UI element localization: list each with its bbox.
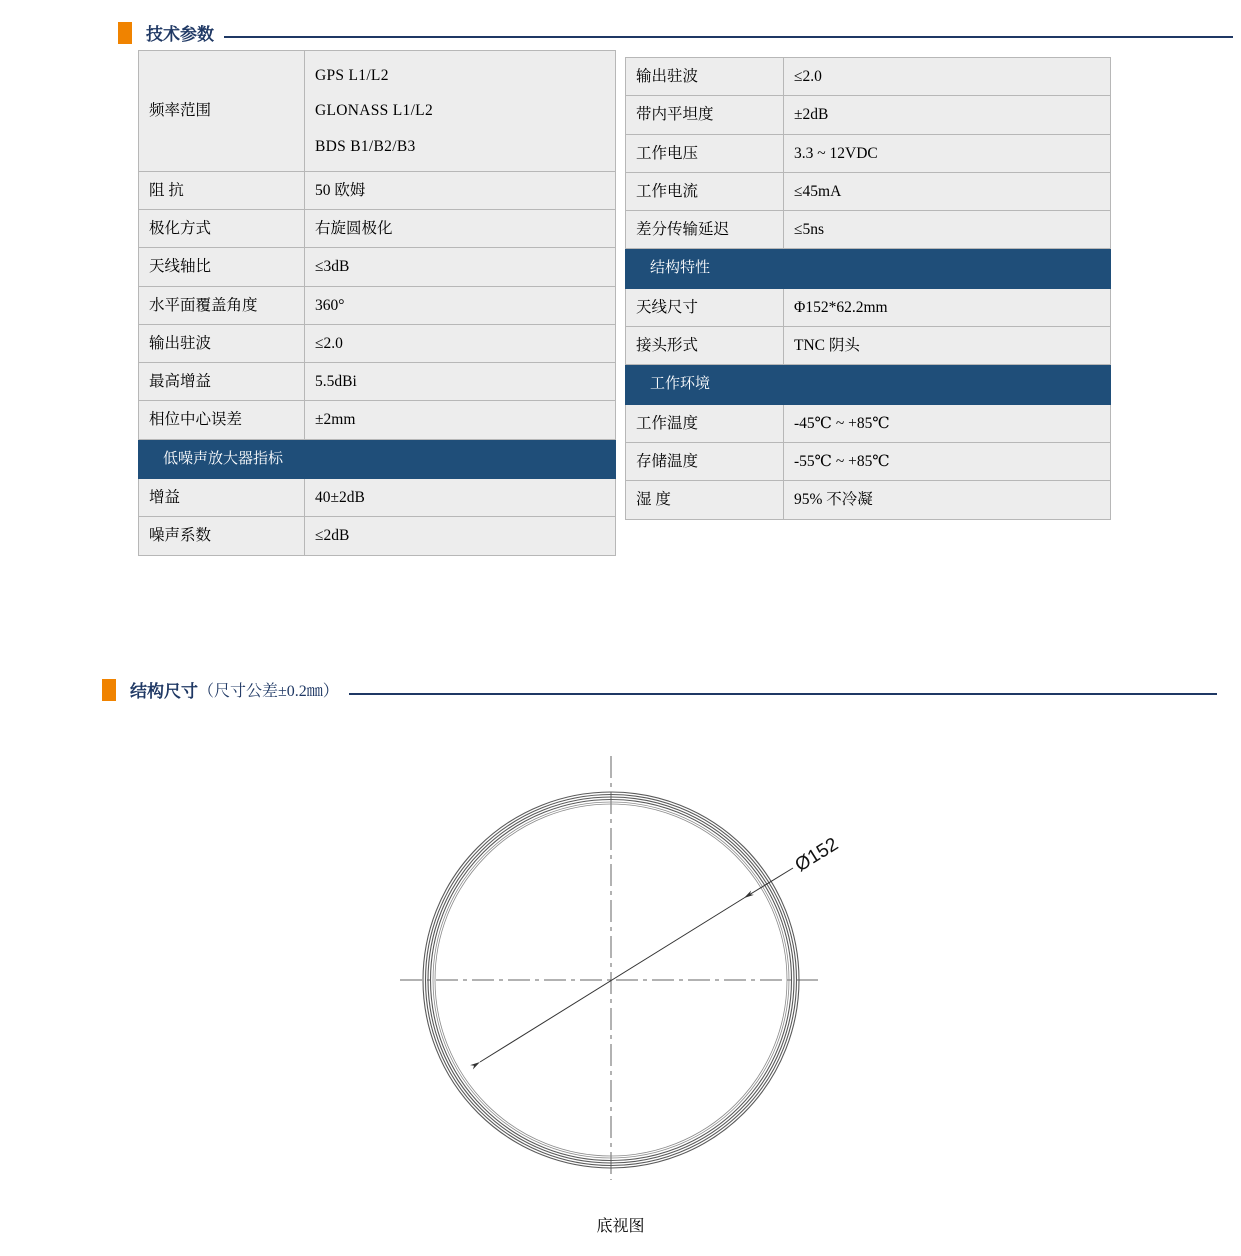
- section-band-structure: [626, 249, 1111, 289]
- row-value: ±2dB: [784, 96, 1111, 134]
- section-band-environment: [626, 365, 1111, 405]
- row-label: 接头形式: [626, 327, 784, 365]
- table-row: [626, 134, 1111, 172]
- row-label: 带内平坦度: [626, 96, 784, 134]
- bottom-view-drawing: [0, 720, 1241, 1250]
- section-heading-tech-params: [118, 20, 1233, 45]
- band-label: 结构特性: [626, 249, 1111, 289]
- row-label: 天线轴比: [139, 248, 305, 286]
- row-value: 5.5dBi: [305, 363, 616, 401]
- row-label: 最高增益: [139, 363, 305, 401]
- orange-marker-icon: [118, 22, 132, 44]
- band-label: 低噪声放大器指标: [139, 439, 616, 479]
- row-value: ≤2.0: [305, 324, 616, 362]
- row-value: -55℃ ~ +85℃: [784, 443, 1111, 481]
- row-value: ≤2.0: [784, 58, 1111, 96]
- row-value: ±2mm: [305, 401, 616, 439]
- right-spec-table-wrapper: [625, 57, 1111, 520]
- table-row: [139, 171, 616, 209]
- table-row: [626, 96, 1111, 134]
- page-title: 技术参数: [146, 25, 214, 44]
- dimensions-title: 结构尺寸: [130, 682, 198, 701]
- row-value: 右旋圆极化: [305, 210, 616, 248]
- diameter-label: Ø152: [791, 833, 843, 877]
- row-label: 增益: [139, 479, 305, 517]
- row-value: ≤45mA: [784, 172, 1111, 210]
- table-row: [139, 51, 616, 172]
- row-value: 50 欧姆: [305, 171, 616, 209]
- table-row: [626, 327, 1111, 365]
- table-row: [626, 481, 1111, 519]
- row-value: ≤5ns: [784, 211, 1111, 249]
- table-row: [626, 404, 1111, 442]
- table-row: [626, 58, 1111, 96]
- drawing-caption: 底视图: [596, 1218, 645, 1235]
- row-label: 工作电压: [626, 134, 784, 172]
- row-label: 天线尺寸: [626, 288, 784, 326]
- table-row: [139, 363, 616, 401]
- row-value: 95% 不冷凝: [784, 481, 1111, 519]
- row-label: 阻 抗: [139, 171, 305, 209]
- right-spec-table: [625, 57, 1111, 520]
- row-label: 频率范围: [139, 51, 305, 172]
- heading-rule: [349, 693, 1217, 695]
- frequency-value: GLONASS L1/L2: [315, 102, 434, 120]
- table-row: [139, 324, 616, 362]
- row-label: 噪声系数: [139, 517, 305, 555]
- row-label: 相位中心误差: [139, 401, 305, 439]
- table-row: [139, 248, 616, 286]
- row-value: 3.3 ~ 12VDC: [784, 134, 1111, 172]
- row-value: 40±2dB: [305, 479, 616, 517]
- row-label: 工作温度: [626, 404, 784, 442]
- table-row: [626, 172, 1111, 210]
- row-label: 输出驻波: [626, 58, 784, 96]
- table-row: [139, 401, 616, 439]
- row-value: TNC 阴头: [784, 327, 1111, 365]
- table-row: [139, 210, 616, 248]
- left-spec-table-wrapper: [138, 50, 616, 556]
- row-label: 输出驻波: [139, 324, 305, 362]
- row-label: 极化方式: [139, 210, 305, 248]
- row-label: 工作电流: [626, 172, 784, 210]
- row-label: 湿 度: [626, 481, 784, 519]
- table-row: [626, 443, 1111, 481]
- frequency-value: BDS B1/B2/B3: [315, 137, 416, 155]
- table-row: [139, 286, 616, 324]
- orange-marker-icon: [102, 679, 116, 701]
- row-value: Φ152*62.2mm: [784, 288, 1111, 326]
- table-row: [626, 211, 1111, 249]
- row-value: ≤2dB: [305, 517, 616, 555]
- row-value: -45℃ ~ +85℃: [784, 404, 1111, 442]
- table-row: [139, 479, 616, 517]
- band-label: 工作环境: [626, 365, 1111, 405]
- diameter-leader-line: [744, 868, 793, 898]
- frequency-values-cell: [305, 51, 616, 172]
- dimensions-subtitle: （尺寸公差±0.2㎜）: [198, 683, 339, 700]
- left-spec-table: [138, 50, 616, 556]
- row-label: 差分传输延迟: [626, 211, 784, 249]
- row-label: 存储温度: [626, 443, 784, 481]
- row-value: ≤3dB: [305, 248, 616, 286]
- center-lines: [400, 756, 822, 1180]
- heading-rule: [224, 36, 1233, 38]
- table-row: [139, 517, 616, 555]
- section-band-lna: [139, 439, 616, 479]
- section-heading-dimensions: [102, 677, 1217, 702]
- row-value: 360°: [305, 286, 616, 324]
- drawing-svg: [0, 720, 1241, 1250]
- table-row: [626, 288, 1111, 326]
- row-label: 水平面覆盖角度: [139, 286, 305, 324]
- frequency-value: GPS L1/L2: [315, 67, 389, 84]
